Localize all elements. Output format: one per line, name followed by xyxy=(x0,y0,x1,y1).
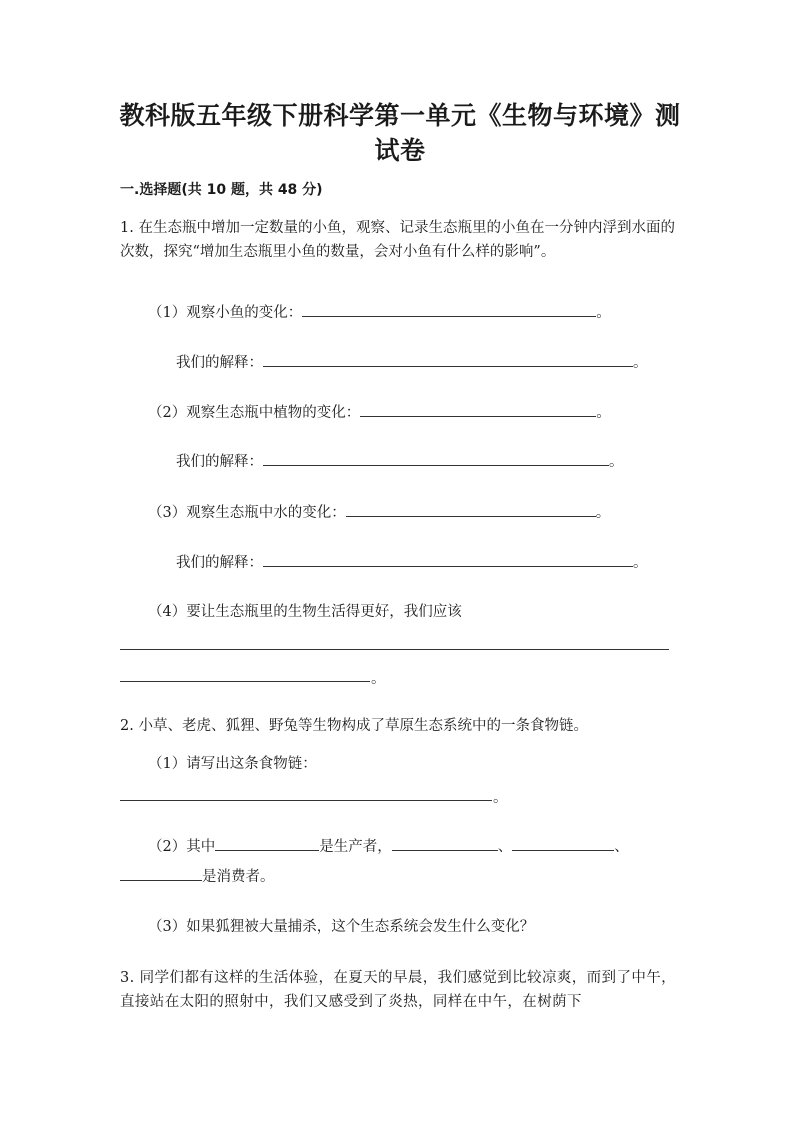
question-1-stem: 1. 在生态瓶中增加一定数量的小鱼，观察、记录生态瓶里的小鱼在一分钟内浮到水面的次数，探究“增加生态瓶里小鱼的数量，会对小鱼有什么样的影响”。 xyxy=(120,220,675,260)
q1-part3-explain xyxy=(176,552,648,573)
q1-part4-answer-line-2[interactable] xyxy=(120,681,370,682)
period: 。 xyxy=(596,405,611,421)
q1-part1-explain xyxy=(176,352,648,373)
period: 。 xyxy=(493,790,508,806)
q2-producer-text: 是生产者， xyxy=(319,839,392,855)
q1-part2-explain-blank[interactable] xyxy=(263,451,609,466)
q2-consumer-blank-1[interactable] xyxy=(392,836,498,851)
q1-part3-label: （3）观察生态瓶中水的变化： xyxy=(148,505,346,521)
q2-part2-cont xyxy=(120,866,275,887)
q1-part2-explain xyxy=(176,451,624,472)
q2-part2-label: （2）其中 xyxy=(148,839,216,855)
q1-part1-explain-blank[interactable] xyxy=(263,352,633,367)
q2-producer-blank[interactable] xyxy=(215,836,319,851)
separator: 、 xyxy=(497,839,513,855)
q1-part2-label: （2）观察生态瓶中植物的变化： xyxy=(148,405,361,421)
q1-part2-explain-label: 我们的解释： xyxy=(176,454,263,470)
q1-part1 xyxy=(148,302,611,323)
q1-part1-explain-label: 我们的解释： xyxy=(176,355,263,371)
q1-part4-answer-line-1[interactable] xyxy=(120,649,669,650)
q2-part3: （3）如果狐狸被大量捕杀，这个生态系统会发生什么变化？ xyxy=(148,919,535,935)
q2-consumer-blank-3[interactable] xyxy=(120,866,202,881)
q1-part1-label: （1）观察小鱼的变化： xyxy=(148,305,303,321)
q2-consumer-blank-2[interactable] xyxy=(512,836,614,851)
q1-part3-explain-label: 我们的解释： xyxy=(176,555,263,571)
q1-part2 xyxy=(148,402,611,423)
q1-part3-blank[interactable] xyxy=(346,502,596,517)
separator: 、 xyxy=(614,839,629,855)
q1-part1-blank[interactable] xyxy=(302,302,596,317)
q1-part4: （4）要让生态瓶里的生物生活得更好，我们应该 xyxy=(148,604,462,620)
q1-part3-explain-blank[interactable] xyxy=(263,552,633,567)
period: 。 xyxy=(633,355,648,371)
q2-consumer-text: 是消费者。 xyxy=(202,869,275,885)
question-2-stem: 2. 小草、老虎、狐狸、野兔等生物构成了草原生态系统中的一条食物链。 xyxy=(120,718,588,734)
section-heading: 一.选择题(共 10 题，共 48 分) xyxy=(120,182,323,198)
period: 。 xyxy=(633,555,648,571)
q2-part1: （1）请写出这条食物链： xyxy=(148,756,317,772)
page-title-line1: 教科版五年级下册科学第一单元《生物与环境》测 xyxy=(119,101,681,130)
q1-part2-blank[interactable] xyxy=(360,402,596,417)
q2-part2 xyxy=(148,836,629,857)
period: 。 xyxy=(596,305,611,321)
q2-part1-answer-line[interactable] xyxy=(120,800,492,801)
period: 。 xyxy=(371,671,386,687)
page-title-line2: 试卷 xyxy=(374,136,426,165)
q1-part3 xyxy=(148,502,610,523)
period: 。 xyxy=(609,454,624,470)
question-3-stem: 3. 同学们都有这样的生活体验，在夏天的早晨，我们感觉到比较凉爽，而到了中午，直接站在太阳的照射中，我们又感受到了炎热，同样在中午，在树荫下 xyxy=(120,970,677,1010)
period: 。 xyxy=(595,505,611,521)
